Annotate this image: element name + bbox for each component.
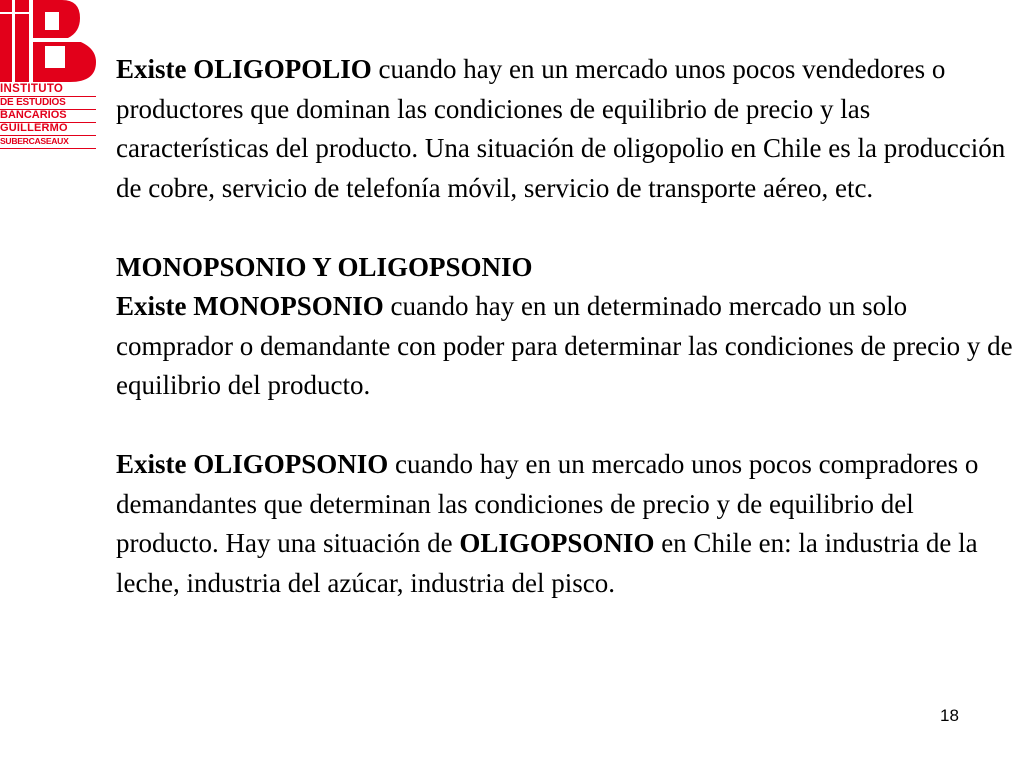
logo-line-2: DE ESTUDIOS: [0, 97, 66, 108]
oligopsonio-term: Existe OLIGOPSONIO: [116, 449, 389, 479]
oligopsonio-term-inline: OLIGOPSONIO: [459, 528, 655, 558]
oligopolio-paragraph: [116, 50, 1016, 208]
logo-text: [0, 84, 96, 149]
spacer: [116, 208, 1016, 248]
logo-line-1: INSTITUTO: [0, 83, 64, 95]
logo-line-4: GUILLERMO: [0, 122, 68, 134]
oligopolio-term: Existe OLIGOPOLIO: [116, 54, 372, 84]
oligopsonio-examples: en Chile en: la industria de la leche, industria del azúcar, industria del pisco.: [116, 528, 978, 598]
section-heading: [116, 248, 1016, 288]
spacer: [116, 406, 1016, 446]
logo-line-3: BANCARIOS: [0, 109, 67, 121]
logo-divider: [0, 148, 96, 149]
institute-logo: [0, 0, 100, 146]
oligopsonio-paragraph: [116, 445, 1016, 603]
heading-text: MONOPSONIO Y OLIGOPSONIO: [116, 251, 533, 282]
monopsonio-term: Existe MONOPSONIO: [116, 291, 384, 321]
monopsonio-definition: cuando hay en un determinado mercado un solo comprador o demandante con poder para determinar las condiciones de precio y de equilibrio del producto.: [116, 291, 1013, 400]
slide-body: [116, 50, 1016, 603]
monopsonio-paragraph: [116, 287, 1016, 406]
oligopolio-definition: cuando hay en un mercado unos pocos vendedores o productores que dominan las condiciones de equilibrio de precio y las características del producto. Una situación de oligopolio en Chile es la producción de cobre, servicio de telefonía móvil, servicio de transporte aéreo, etc.: [116, 54, 1006, 203]
page-number: 18: [940, 706, 959, 725]
logo-line-5: SUBERCASEAUX: [0, 136, 69, 146]
oligopsonio-definition: cuando hay en un mercado unos pocos compradores o demandantes que determinan las condiciones de precio y de equilibrio del producto. Hay una situación de: [116, 449, 979, 558]
logo-mark-icon: [0, 0, 100, 84]
